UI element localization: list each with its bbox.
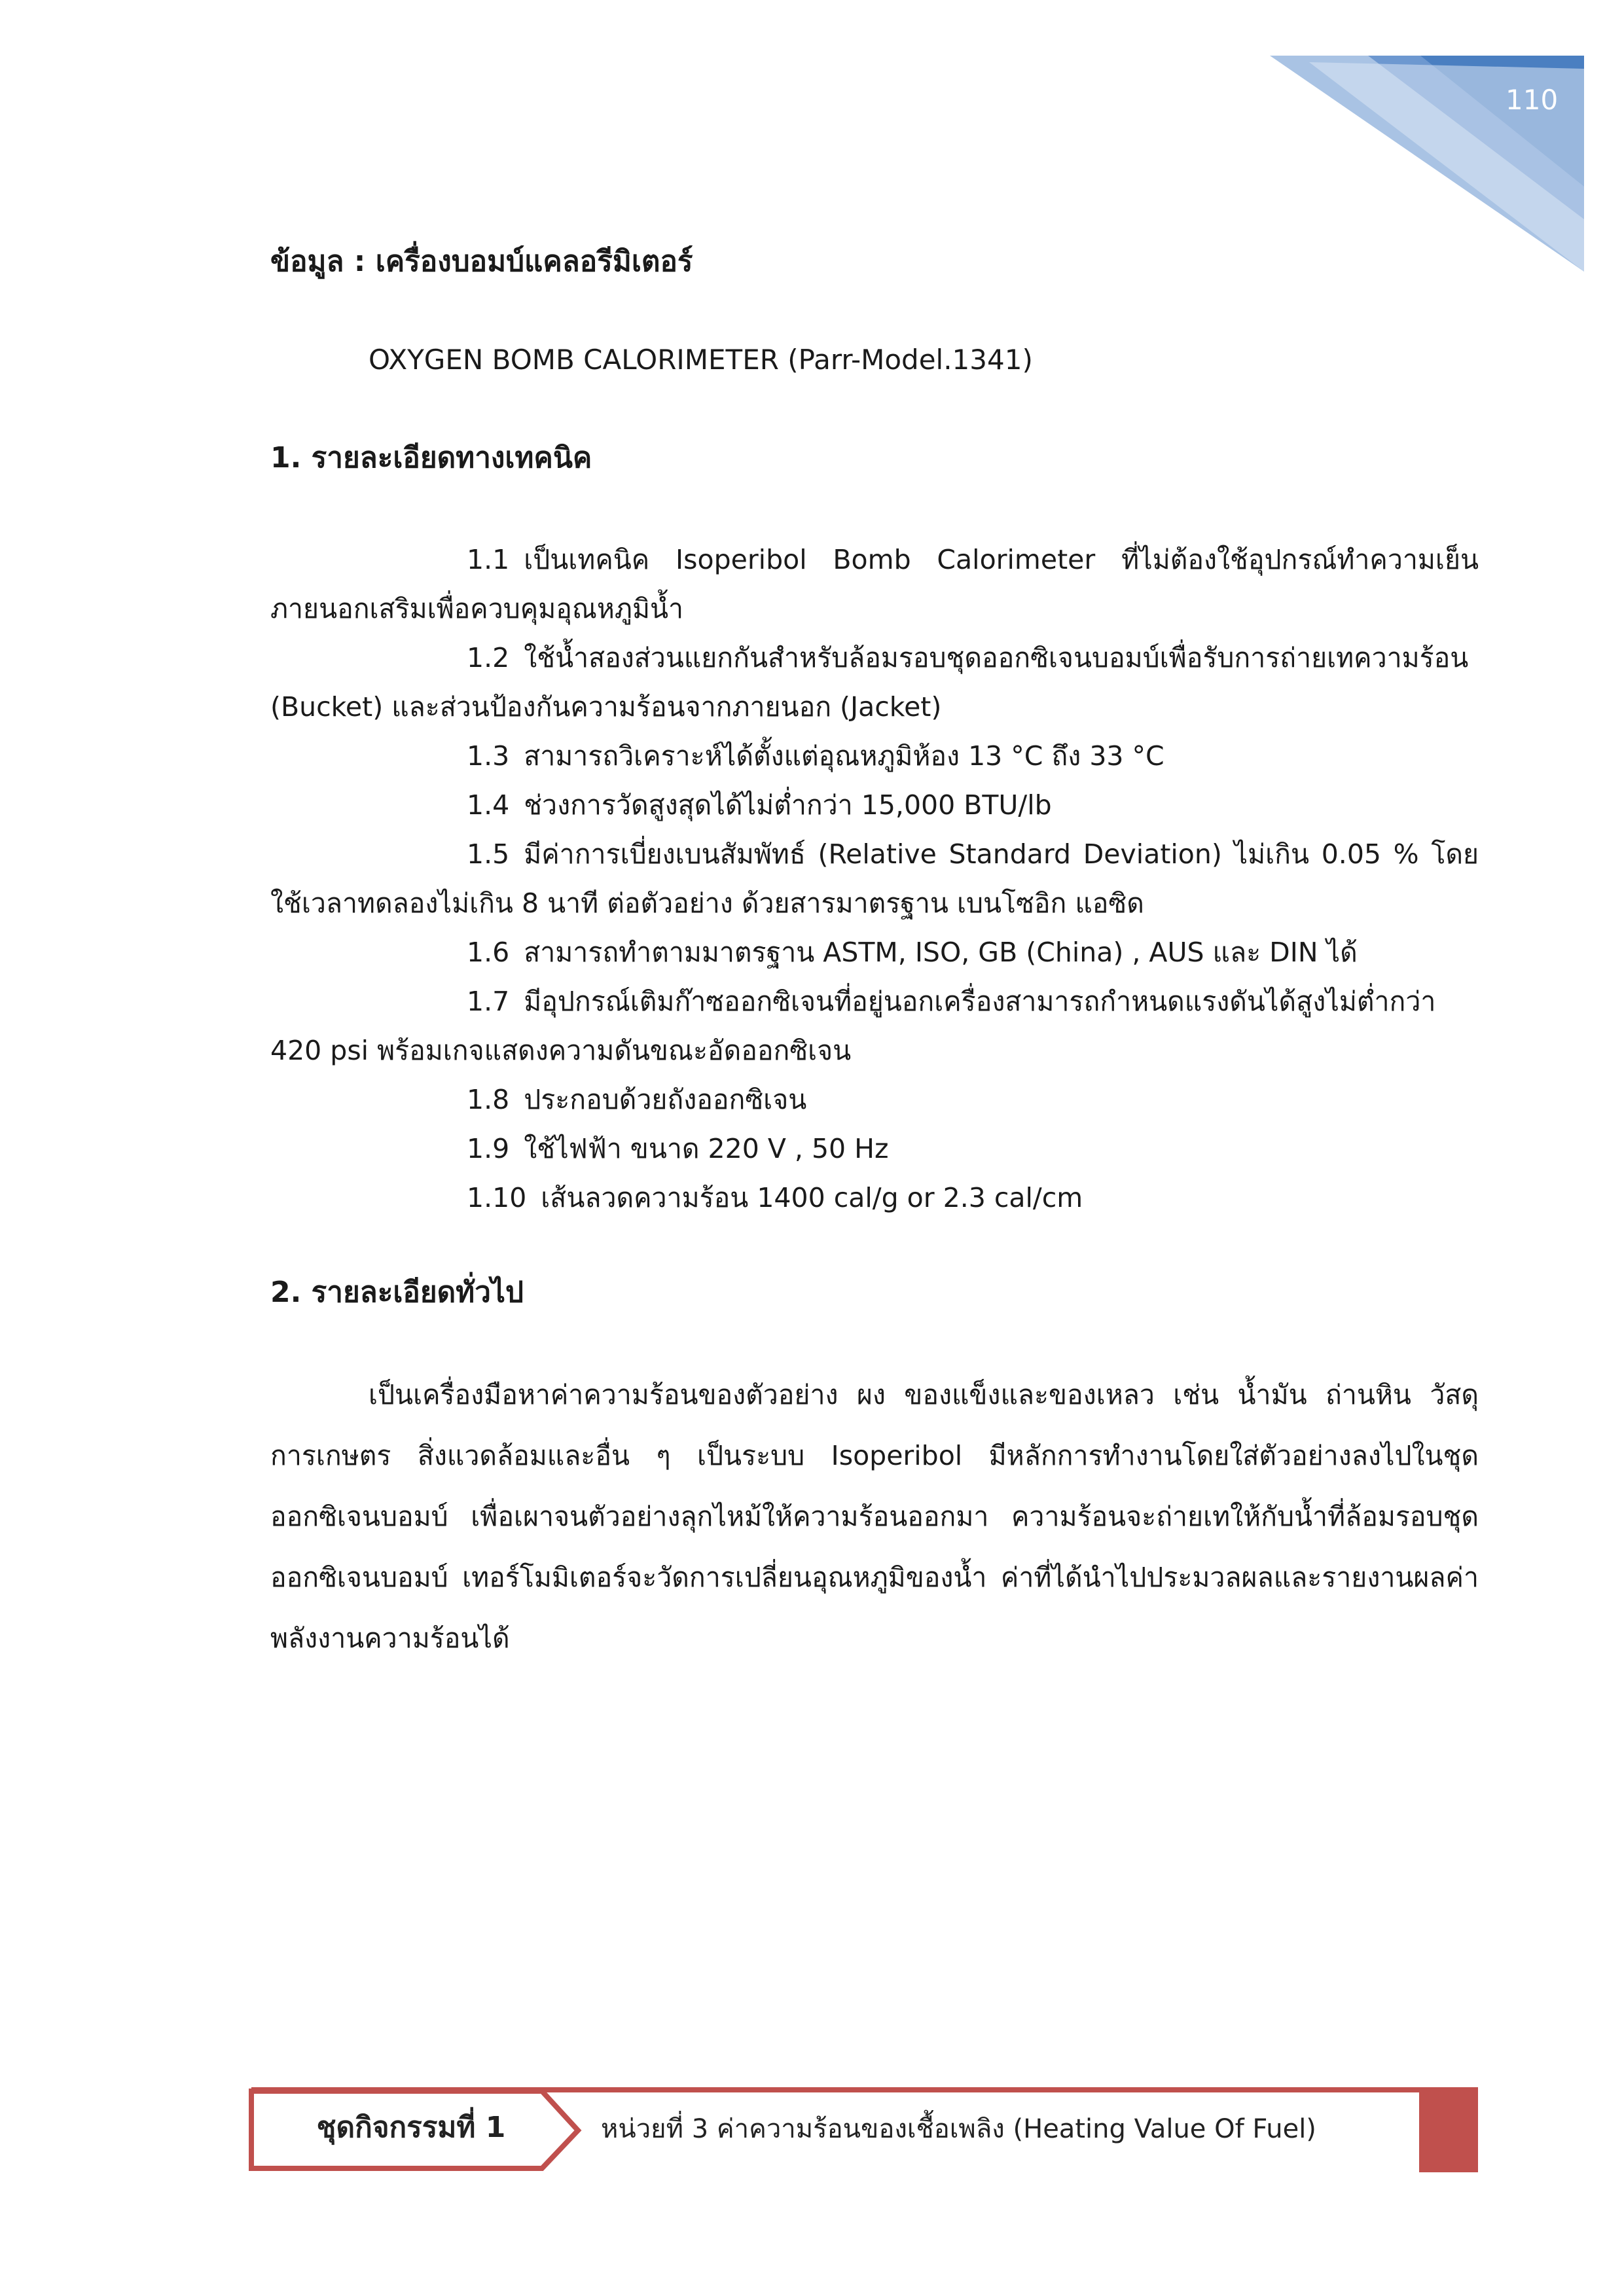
spec-item: [270, 634, 1479, 732]
spec-item: [270, 781, 1479, 830]
section-1-list: [270, 535, 1479, 1223]
spec-item-number: 1.7: [467, 986, 510, 1017]
spec-item-text: สามารถทำตามมาตรฐาน ASTM, ISO, GB (China) , AUS และ DIN ได้: [524, 937, 1358, 968]
document-header: [270, 242, 1479, 281]
spec-item-number: 1.10: [467, 1182, 527, 1213]
spec-item: [270, 977, 1479, 1075]
footer-red-block: [1419, 2092, 1478, 2172]
page-number: 110: [1506, 84, 1559, 116]
spec-item-number: 1.3: [467, 740, 510, 772]
footer: [247, 2085, 1478, 2172]
spec-item-text: มีอุปกรณ์เติมก๊าซออกซิเจนที่อยู่นอกเครื่องสามารถกำหนดแรงดันได้สูงไม่ต่ำกว่า 420 psi พร้อมเกจแสดงความดันขณะอัดออกซิเจน: [270, 986, 1436, 1066]
spec-item-number: 1.1: [467, 544, 510, 575]
spec-item-text: เส้นลวดความร้อน 1400 cal/g or 2.3 cal/cm: [541, 1182, 1083, 1213]
section-2-body: [270, 1365, 1479, 1669]
spec-item: [270, 535, 1479, 634]
spec-item-number: 1.9: [467, 1133, 510, 1164]
section-2-header: [270, 1273, 1479, 1312]
spec-item: [270, 732, 1479, 781]
spec-item-text: ประกอบด้วยถังออกซิเจน: [524, 1084, 807, 1115]
spec-item-number: 1.5: [467, 838, 510, 870]
spec-item: [270, 830, 1479, 928]
spec-item: [270, 1174, 1479, 1223]
section-2-heading: 2. รายละเอียดทั่วไป: [270, 1276, 524, 1309]
subtitle: OXYGEN BOMB CALORIMETER (Parr-Model.1341): [369, 344, 1033, 376]
spec-item-text: ใช้น้ำสองส่วนแยกกันสำหรับล้อมรอบชุดออกซิเจนบอมบ์เพื่อรับการถ่ายเทความร้อน (Bucket) และส่วนป้องกันความร้อนจากภายนอก (Jacket): [270, 642, 1469, 723]
page-title: ข้อมูล : เครื่องบอมบ์แคลอรีมิเตอร์: [270, 245, 693, 278]
footer-unit-label: หน่วยที่ 3 ค่าความร้อนของเชื้อเพลิง (Heating Value Of Fuel): [601, 2114, 1316, 2144]
spec-item-text: ใช้ไฟฟ้า ขนาด 220 V , 50 Hz: [524, 1133, 889, 1164]
section-1-heading: 1. รายละเอียดทางเทคนิค: [270, 441, 592, 475]
spec-item-number: 1.2: [467, 642, 510, 673]
footer-activity-label: ชุดกิจกรรมที่ 1: [316, 2111, 506, 2144]
spec-item-text: ช่วงการวัดสูงสุดได้ไม่ต่ำกว่า 15,000 BTU/lb: [524, 789, 1052, 821]
section-2-paragraph: เป็นเครื่องมือหาค่าความร้อนของตัวอย่าง ผง ของแข็งและของเหลว เช่น น้ำมัน ถ่านหิน วัสดุการเกษตร สิ่งแวดล้อมและอื่น ๆ เป็นระบบ Isoperibol มีหลักการทำงานโดยใส่ตัวอย่างลงไปในชุดออกซิเจนบอมบ์ เพื่อเผาจนตัวอย่างลุกไหม้ให้ความร้อนออกมา ความร้อนจะถ่ายเทให้กับน้ำที่ล้อมรอบชุดออกซิเจนบอมบ์ เทอร์โมมิเตอร์จะวัดการเปลี่ยนอุณหภูมิของน้ำ ค่าที่ได้นำไปประมวลผลและรายงานผลค่าพลังงานความร้อนได้: [270, 1379, 1479, 1654]
spec-item-number: 1.8: [467, 1084, 510, 1115]
subtitle-block: [270, 340, 1479, 380]
spec-item-text: เป็นเทคนิค Isoperibol Bomb Calorimeter ที่ไม่ต้องใช้อุปกรณ์ทำความเย็นภายนอกเสริมเพื่อควบคุมอุณหภูมิน้ำ: [270, 544, 1479, 624]
spec-item-number: 1.4: [467, 789, 510, 821]
section-1-header: [270, 439, 1479, 478]
spec-item-number: 1.6: [467, 937, 510, 968]
spec-item: [270, 928, 1479, 977]
spec-item-text: สามารถวิเคราะห์ได้ตั้งแต่อุณหภูมิห้อง 13 °C ถึง 33 °C: [524, 740, 1164, 772]
spec-item: [270, 1075, 1479, 1124]
spec-item-text: มีค่าการเบี่ยงเบนสัมพัทธ์ (Relative Standard Deviation) ไม่เกิน 0.05 % โดยใช้เวลาทดลองไม่เกิน 8 นาที ต่อตัวอย่าง ด้วยสารมาตรฐาน เบนโซอิก แอซิด: [270, 838, 1479, 919]
spec-item: [270, 1124, 1479, 1174]
